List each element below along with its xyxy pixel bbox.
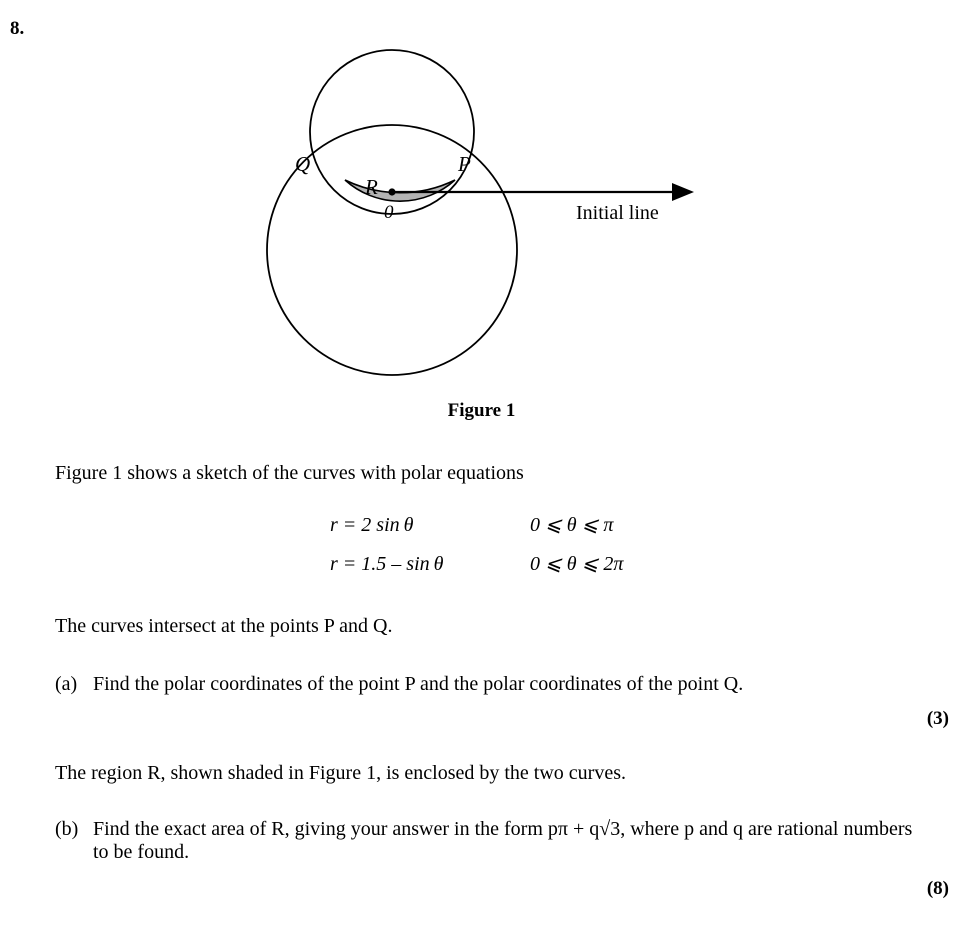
label-Q: Q [295, 152, 311, 176]
origin-point [388, 188, 395, 195]
part-b-text: Find the exact area of R, giving your answer in the form pπ + q√3, where p and q are rational numbers to be found. [93, 818, 913, 863]
label-origin: 0 [384, 202, 394, 223]
figure-caption: Figure 1 [447, 400, 516, 421]
polar-equations [330, 512, 750, 590]
part-b [55, 818, 945, 864]
equation-2-expression: r = 1.5 – sin θ [330, 553, 444, 575]
part-a-label: (a) [55, 673, 78, 695]
equation-row-1 [330, 512, 750, 537]
label-P: P [458, 152, 471, 176]
part-a [55, 673, 935, 696]
part-a-text: Find the polar coordinates of the point P and the polar coordinates of the point Q. [93, 673, 744, 695]
equation-row-2 [330, 551, 750, 576]
shaded-region-R [345, 180, 455, 201]
figure-1-diagram [0, 20, 963, 400]
intersection-text: The curves intersect at the points P and Q. [55, 615, 393, 637]
part-a-marks: (3) [926, 708, 949, 729]
region-text: The region R, shown shaded in Figure 1, is enclosed by the two curves. [55, 762, 627, 784]
initial-line-arrowhead [672, 183, 694, 201]
part-b-label: (b) [55, 818, 79, 840]
intro-text: Figure 1 shows a sketch of the curves with polar equations [55, 462, 524, 484]
question-number: 8. [10, 18, 25, 39]
equation-2-domain: 0 ⩽ θ ⩽ 2π [530, 553, 624, 575]
part-b-marks: (8) [926, 878, 949, 899]
equation-1-domain: 0 ⩽ θ ⩽ π [530, 514, 614, 536]
equation-1-expression: r = 2 sin θ [330, 514, 414, 536]
label-initial-line: Initial line [576, 202, 659, 224]
label-R: R [365, 175, 378, 199]
